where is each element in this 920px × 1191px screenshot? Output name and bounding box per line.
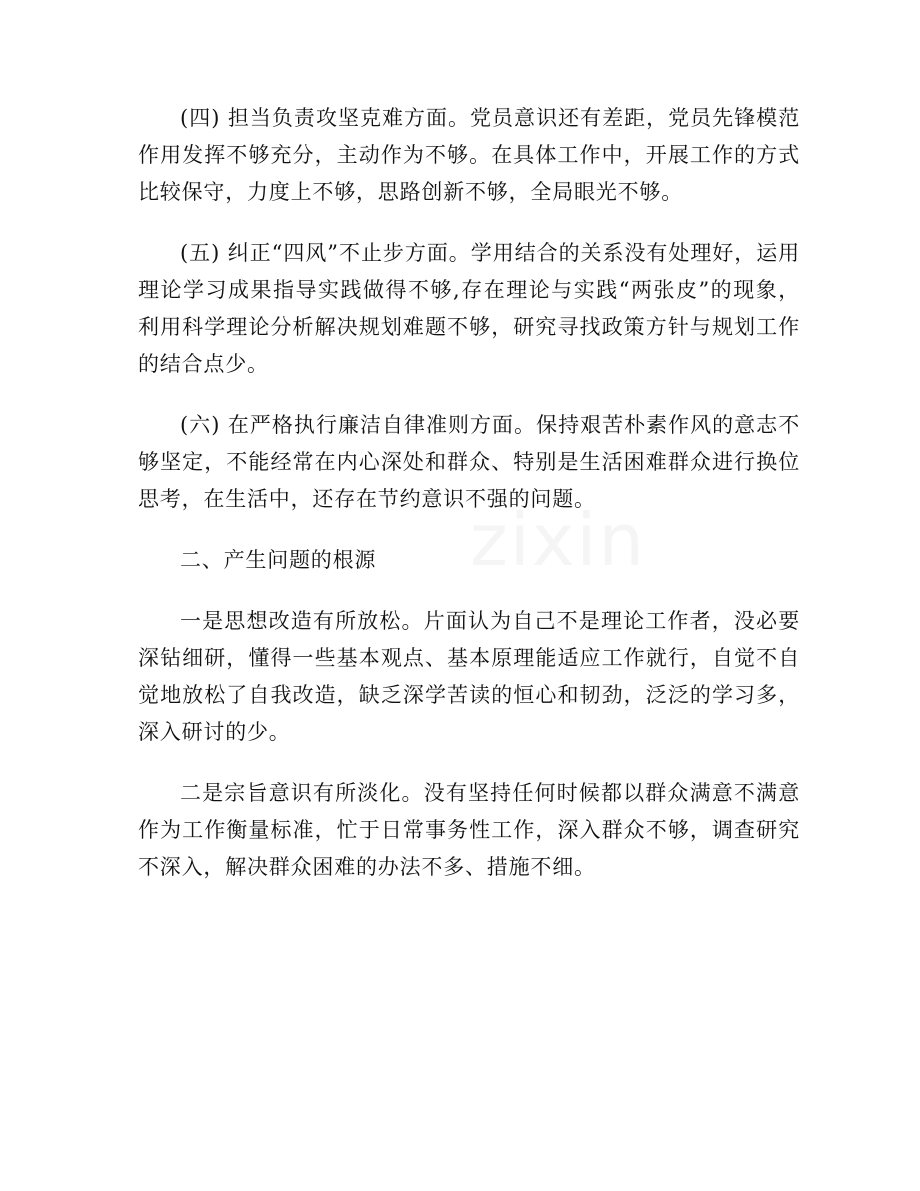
section-heading-roots: 二、产生问题的根源 — [180, 548, 377, 572]
paragraph-zongzhi: 二是宗旨意识有所淡化。没有坚持任何时候都以群众满意不满意作为工作衡量标准，忙于日常事务性工作，深入群众不够，调查研究不深入，解决群众困难的办法不多、措施不细。 — [138, 781, 800, 879]
watermark: zixin — [470, 498, 647, 582]
paragraph-lianjie: (六) 在严格执行廉洁自律准则方面。保持艰苦朴素作风的意志不够坚定，不能经常在内心深处和群众、特别是生活困难群众进行换位思考，在生活中，还存在节约意识不强的问题。 — [138, 413, 800, 511]
document-body — [138, 100, 800, 910]
paragraph-sifeng: (五) 纠正“四风”不止步方面。学用结合的关系没有处理好，运用理论学习成果指导实践做得不够,存在理论与实践“两张皮”的现象，利用科学理论分析解决规划难题不够，研究寻找政策方针与规划工作的结合点少。 — [138, 241, 800, 376]
paragraph-dandang: (四) 担当负责攻坚克难方面。党员意识还有差距，党员先锋模范作用发挥不够充分，主动作为不够。在具体工作中，开展工作的方式比较保守，力度上不够，思路创新不够，全局眼光不够。 — [138, 106, 800, 204]
paragraph-sixiang: 一是思想改造有所放松。片面认为自己不是理论工作者，没必要深钻细研，懂得一些基本观点、基本原理能适应工作就行，自觉不自觉地放松了自我改造，缺乏深学苦读的恒心和韧劲，泛泛的学习多，深入研讨的少。 — [138, 609, 800, 744]
